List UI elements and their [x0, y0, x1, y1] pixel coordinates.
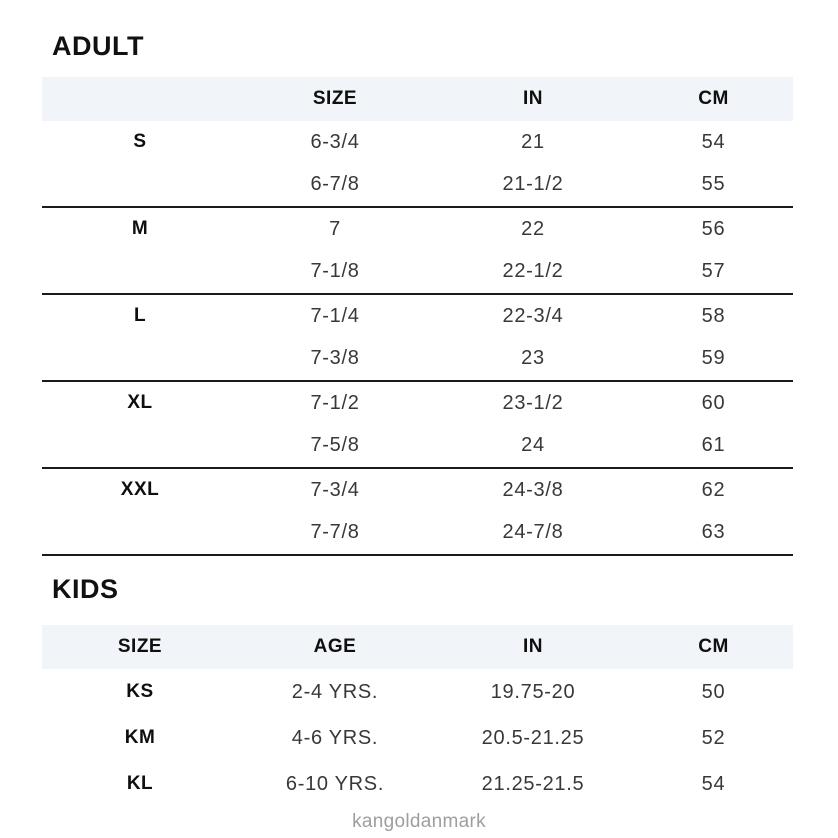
size-value-cell: 6-7/8: [310, 173, 360, 196]
in-value-cell: 22: [521, 217, 545, 240]
adult-header-size: SIZE: [312, 88, 358, 109]
watermark-text: kangoldanmark: [352, 811, 486, 832]
in-value-cell: 22-1/2: [502, 260, 564, 283]
in-value-cell: 23: [521, 347, 545, 370]
cm-value-cell: 57: [701, 260, 726, 283]
size-value-cell: 7-7/8: [310, 521, 360, 544]
in-value-cell: 23-1/2: [502, 391, 564, 414]
cm-value-cell: 58: [701, 304, 726, 327]
size-value-cell: 7-1/2: [310, 391, 360, 414]
in-value-cell: 22-3/4: [502, 304, 564, 327]
size-value-cell: 7-5/8: [310, 434, 360, 457]
table-row: [42, 121, 793, 164]
adult-group-l: [42, 295, 793, 382]
age-value-cell: 6-10 YRS.: [285, 772, 385, 795]
cm-value-cell: 59: [701, 347, 726, 370]
cm-value-cell: 63: [701, 521, 726, 544]
size-label-cell: XL: [127, 392, 153, 414]
adult-group-xl: [42, 382, 793, 469]
size-label-cell: S: [133, 131, 147, 153]
size-label-cell: M: [131, 218, 149, 240]
in-value-cell: 24: [521, 434, 545, 457]
kids-size-table: [42, 625, 793, 807]
size-value-cell: 7-1/8: [310, 260, 360, 283]
size-value-cell: 7-3/4: [310, 478, 360, 501]
in-value-cell: 21.25-21.5: [481, 772, 585, 795]
in-value-cell: 20.5-21.25: [481, 726, 585, 749]
cm-value-cell: 60: [701, 391, 726, 414]
cm-value-cell: 56: [701, 217, 726, 240]
table-row: [42, 512, 793, 555]
table-row: [42, 425, 793, 468]
cm-value-cell: 54: [701, 130, 726, 153]
age-value-cell: 2-4 YRS.: [291, 680, 379, 703]
age-value-cell: 4-6 YRS.: [291, 726, 379, 749]
size-value-cell: 6-3/4: [310, 130, 360, 153]
size-label-cell: KS: [126, 681, 154, 702]
table-row: [42, 669, 793, 715]
adult-header-cm: CM: [698, 88, 729, 109]
kids-header-age: AGE: [313, 636, 357, 657]
kids-header-size: SIZE: [117, 636, 163, 657]
size-label-cell: XXL: [120, 479, 160, 501]
kids-header-cm: CM: [698, 636, 729, 657]
in-value-cell: 19.75-20: [490, 680, 576, 703]
size-label-cell: KM: [124, 727, 156, 748]
adult-size-table: [42, 77, 793, 556]
size-label-cell: L: [133, 305, 147, 327]
size-value-cell: 7-3/8: [310, 347, 360, 370]
in-value-cell: 21-1/2: [502, 173, 564, 196]
adult-table-header-row: [42, 77, 793, 121]
cm-value-cell: 62: [701, 478, 726, 501]
in-value-cell: 24-3/8: [502, 478, 564, 501]
in-value-cell: 21: [521, 130, 545, 153]
kids-table-header-row: [42, 625, 793, 669]
cm-value-cell: 54: [701, 772, 726, 795]
cm-value-cell: 52: [701, 726, 726, 749]
table-row: [42, 208, 793, 251]
adult-group-xxl: [42, 469, 793, 556]
adult-header-in: IN: [523, 88, 543, 109]
adult-group-m: [42, 208, 793, 295]
table-row: [42, 251, 793, 294]
size-label-cell: KL: [126, 773, 154, 794]
kids-section-title: KIDS: [52, 574, 119, 604]
cm-value-cell: 50: [701, 680, 726, 703]
table-row: [42, 715, 793, 761]
table-row: [42, 164, 793, 207]
cm-value-cell: 61: [701, 434, 726, 457]
table-row: [42, 761, 793, 807]
adult-section-title: ADULT: [52, 31, 144, 61]
table-row: [42, 469, 793, 512]
table-row: [42, 382, 793, 425]
kids-header-in: IN: [523, 636, 543, 657]
cm-value-cell: 55: [701, 173, 726, 196]
in-value-cell: 24-7/8: [502, 521, 564, 544]
table-row: [42, 338, 793, 381]
size-value-cell: 7: [329, 217, 341, 240]
table-row: [42, 295, 793, 338]
adult-group-s: [42, 121, 793, 208]
size-value-cell: 7-1/4: [310, 304, 360, 327]
